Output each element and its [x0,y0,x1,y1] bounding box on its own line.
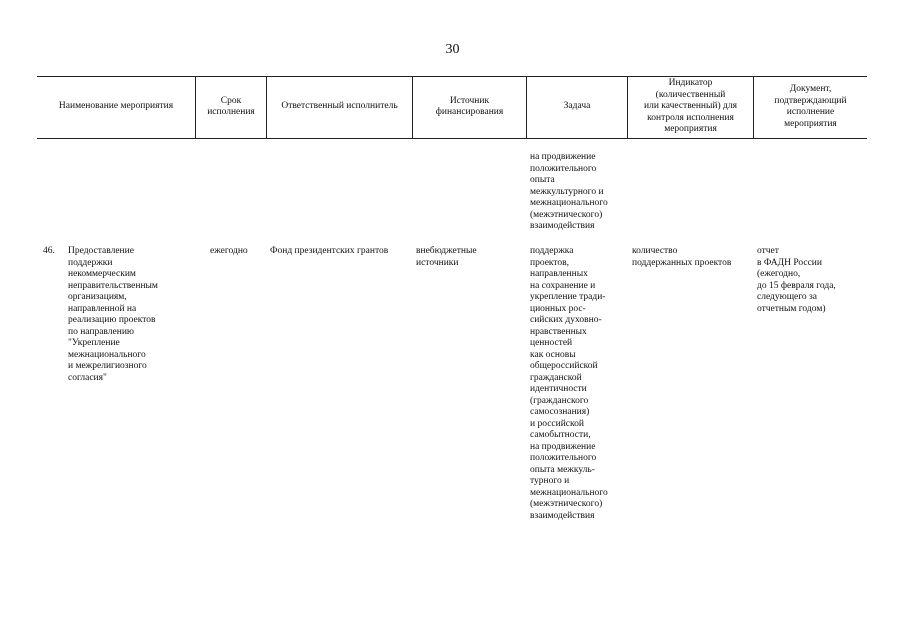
row-document: отчет в ФАДН России (ежегодно, до 15 февраля года, следующего за отчетным годом) [757,246,836,314]
row-indicator: количество поддержанных проектов [632,246,732,268]
row-executor: Фонд президентских грантов [270,246,389,256]
row-task: поддержка проектов, направленных на сохранение и укрепление тради- ционных рос- сийских духовно- нравственных ценностей как основы общероссийской гражданской идентичности (гражданского самосознания) и российской самобытности, на продвижение положительного опыта межкуль- турного и межнационального (межэтнического) взаимодействия [530,246,608,521]
header-document: Документ, подтверждающий исполнение мероприятия [774,84,847,129]
page-number: 30 [445,42,460,57]
header-funding-source: Источник финансирования [435,95,504,117]
row-term: ежегодно [210,246,248,256]
header-term: Срок исполнения [207,95,255,117]
row-funding-source: внебюджетные источники [416,246,477,268]
header-indicator: Индикатор (количественный или качественный) для контроля исполнения мероприятия [644,78,737,135]
header-task: Задача [563,101,591,112]
table-header-bottom-rule [37,138,867,139]
header-executor: Ответственный исполнитель [281,101,398,112]
row-event-name: Предоставление поддержки некоммерческим неправительственным организациям, направленной на реализацию проектов по направлению "Укрепление межнационального и межрелигиозного согласия" [68,246,158,383]
task-carryover-text: на продвижение положительного опыта межкультурного и межнационального (межэтнического) взаимодействия [530,152,608,231]
header-event-name: Наименование мероприятия [58,101,174,112]
row-number: 46. [43,246,55,256]
